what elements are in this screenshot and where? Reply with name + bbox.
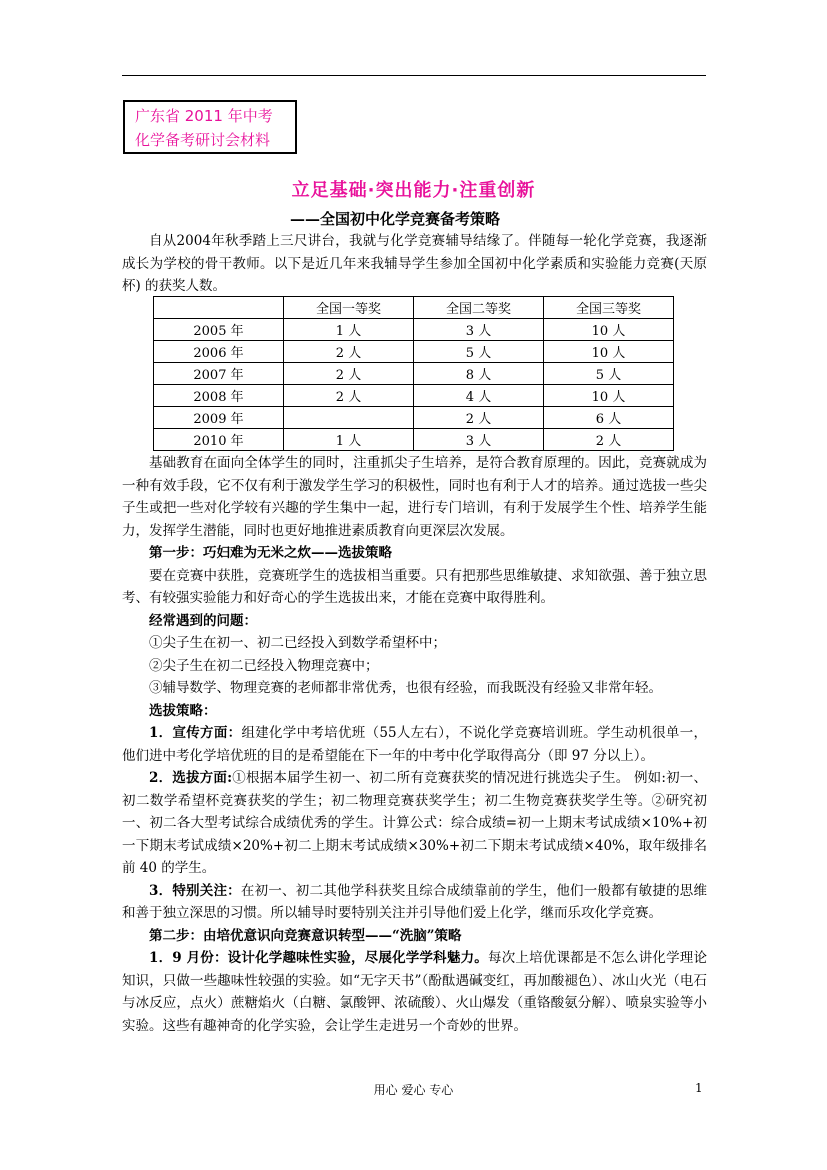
strategy-item-2-label: 2．选拔方面: [149,770,233,786]
table-cell [284,407,414,429]
table-header-cell: 全国二等奖 [414,297,544,319]
strategy-item-2-text: ①根据本届学生初一、初二所有竞赛获奖的情况进行挑选尖子生。 例如:初一、初二数学希望杯竞赛获奖的学生；初二物理竞赛获奖学生；初二生物竞赛获奖学生等。②研究初一、初二各大型考试综合成绩优秀的学生。计算公式：综合成绩=初一上期末考试成绩×10%+初一下期末考试成绩×20%+初二上期末考试成绩×30%+初二下期末考试成绩×40%，取年级排名前 40 的学生。 [122,770,707,876]
page-footer: 用心 爱心 专心 [373,1083,454,1097]
table-cell: 3 人 [414,429,544,451]
table-cell: 5 人 [414,341,544,363]
table-cell: 2 人 [284,341,414,363]
table-cell: 3 人 [414,319,544,341]
step2-item-1 [122,947,707,1037]
header-box-line1: 广东省 2011 年中考 [135,107,273,125]
awards-table [153,296,674,451]
strategy-heading: 选拔策略： [149,702,217,719]
table-cell: 2005 年 [154,319,284,341]
table-cell: 1 人 [284,429,414,451]
body-block [122,452,707,1037]
table-cell: 8 人 [414,363,544,385]
table-cell: 10 人 [544,341,674,363]
header-box [123,100,297,154]
step2-item-1-label: 1．9 月份：设计化学趣味性实验，尽展化学学科魅力。 [149,950,488,966]
strategy-item-1-label: 1．宣传方面： [149,725,242,741]
intro-block [122,230,707,298]
problem-item: ③辅导数学、物理竞赛的老师都非常优秀，也很有经验，而我既没有经验又非常年轻。 [149,680,662,696]
basic-education-paragraph: 基础教育在面向全体学生的同时，注重抓尖子生培养，是符合教育原理的。因此，竞赛就成为一种有效手段，它不仅有利于激发学生学习的积极性，同时也有利于人才的培养。通过选拔一些尖子生或把一些对化学较有兴趣的学生集中一起，进行专门培训，有利于发展学生个性、培养学生能力，发挥学生潜能，同时也更好地推进素质教育向更深层次发展。 [122,455,707,539]
intro-paragraph: 自从2004年秋季踏上三尺讲台，我就与化学竞赛辅导结缘了。伴随每一轮化学竞赛，我逐渐成长为学校的骨干教师。以下是近几年来我辅导学生参加全国初中化学素质和实验能力竞赛(天原杯) 的获奖人数。 [122,233,707,294]
table-row [154,363,674,385]
table-header-cell: 全国一等奖 [284,297,414,319]
page-number: 1 [695,1081,703,1095]
table-header-row [154,297,674,319]
strategy-item-2 [122,767,707,880]
step1-paragraph: 要在竞赛中获胜，竞赛班学生的选拔相当重要。只有把那些思维敏捷、求知欲强、善于独立思考、有较强实验能力和好奇心的学生选拔出来，才能在竞赛中取得胜利。 [122,567,707,606]
strategy-item-3-label: 3．特别关注： [149,882,241,899]
table-cell: 2 人 [284,363,414,385]
table-cell: 4 人 [414,385,544,407]
header-box-line2: 化学备考研讨会材料 [135,131,271,149]
step2-item-1-text: 每次上培优课都是不怎么讲化学理论知识，只做一些趣味性较强的实验。如“无字天书”（酚酞遇碱变红，再加酸褪色）、冰山火光（电石与冰反应，点火）蔗糖焰火（白糖、氯酸钾、浓硫酸）、火山爆发（重铬酸氨分解）、喷泉实验等小实验。这些有趣神奇的化学实验，会让学生走进另一个奇妙的世界。 [122,950,707,1034]
table-row [154,429,674,451]
strategy-item-3-text: 在初一、初二其他学科获奖且综合成绩靠前的学生，他们一般都有敏捷的思维和善于独立深思的习惯。所以辅导时要特别关注并引导他们爱上化学，继而乐攻化学竞赛。 [122,882,707,921]
header-rule [122,75,706,76]
table-cell: 5 人 [544,363,674,385]
table-header-cell [154,297,284,319]
table-cell: 2006 年 [154,341,284,363]
table-row [154,319,674,341]
problem-item: ①尖子生在初一、初二已经投入到数学希望杯中； [149,635,446,651]
table-cell: 1 人 [284,319,414,341]
table-row [154,385,674,407]
step1-heading: 第一步：巧妇难为无米之炊——选拔策略 [149,545,392,561]
table-row [154,407,674,429]
strategy-item-1-text: 组建化学中考培优班（55人左右），不说化学竞赛培训班。学生动机很单一，他们进中考化学培优班的目的是希望能在下一年的中考中化学取得高分（即 97 分以上）。 [122,725,707,764]
table-cell: 2 人 [544,429,674,451]
table-cell: 2 人 [414,407,544,429]
problems-heading: 经常遇到的问题： [149,612,257,629]
table-cell: 6 人 [544,407,674,429]
table-header-cell: 全国三等奖 [544,297,674,319]
table-cell: 2008 年 [154,385,284,407]
table-cell: 2 人 [284,385,414,407]
table-cell: 2007 年 [154,363,284,385]
table-cell: 2010 年 [154,429,284,451]
table-cell: 10 人 [544,319,674,341]
table-cell: 2009 年 [154,407,284,429]
strategy-item-3 [122,880,707,925]
table-row [154,341,674,363]
problem-item: ②尖子生在初二已经投入物理竞赛中； [149,657,379,674]
step2-heading: 第二步：由培优意识向竞赛意识转型——“洗脑”策略 [149,927,462,944]
page-title: 立足基础·突出能力·注重创新 [291,180,536,201]
table-cell: 10 人 [544,385,674,407]
strategy-item-1 [122,722,707,767]
page-subtitle: ——全国初中化学竞赛备考策略 [290,210,501,228]
